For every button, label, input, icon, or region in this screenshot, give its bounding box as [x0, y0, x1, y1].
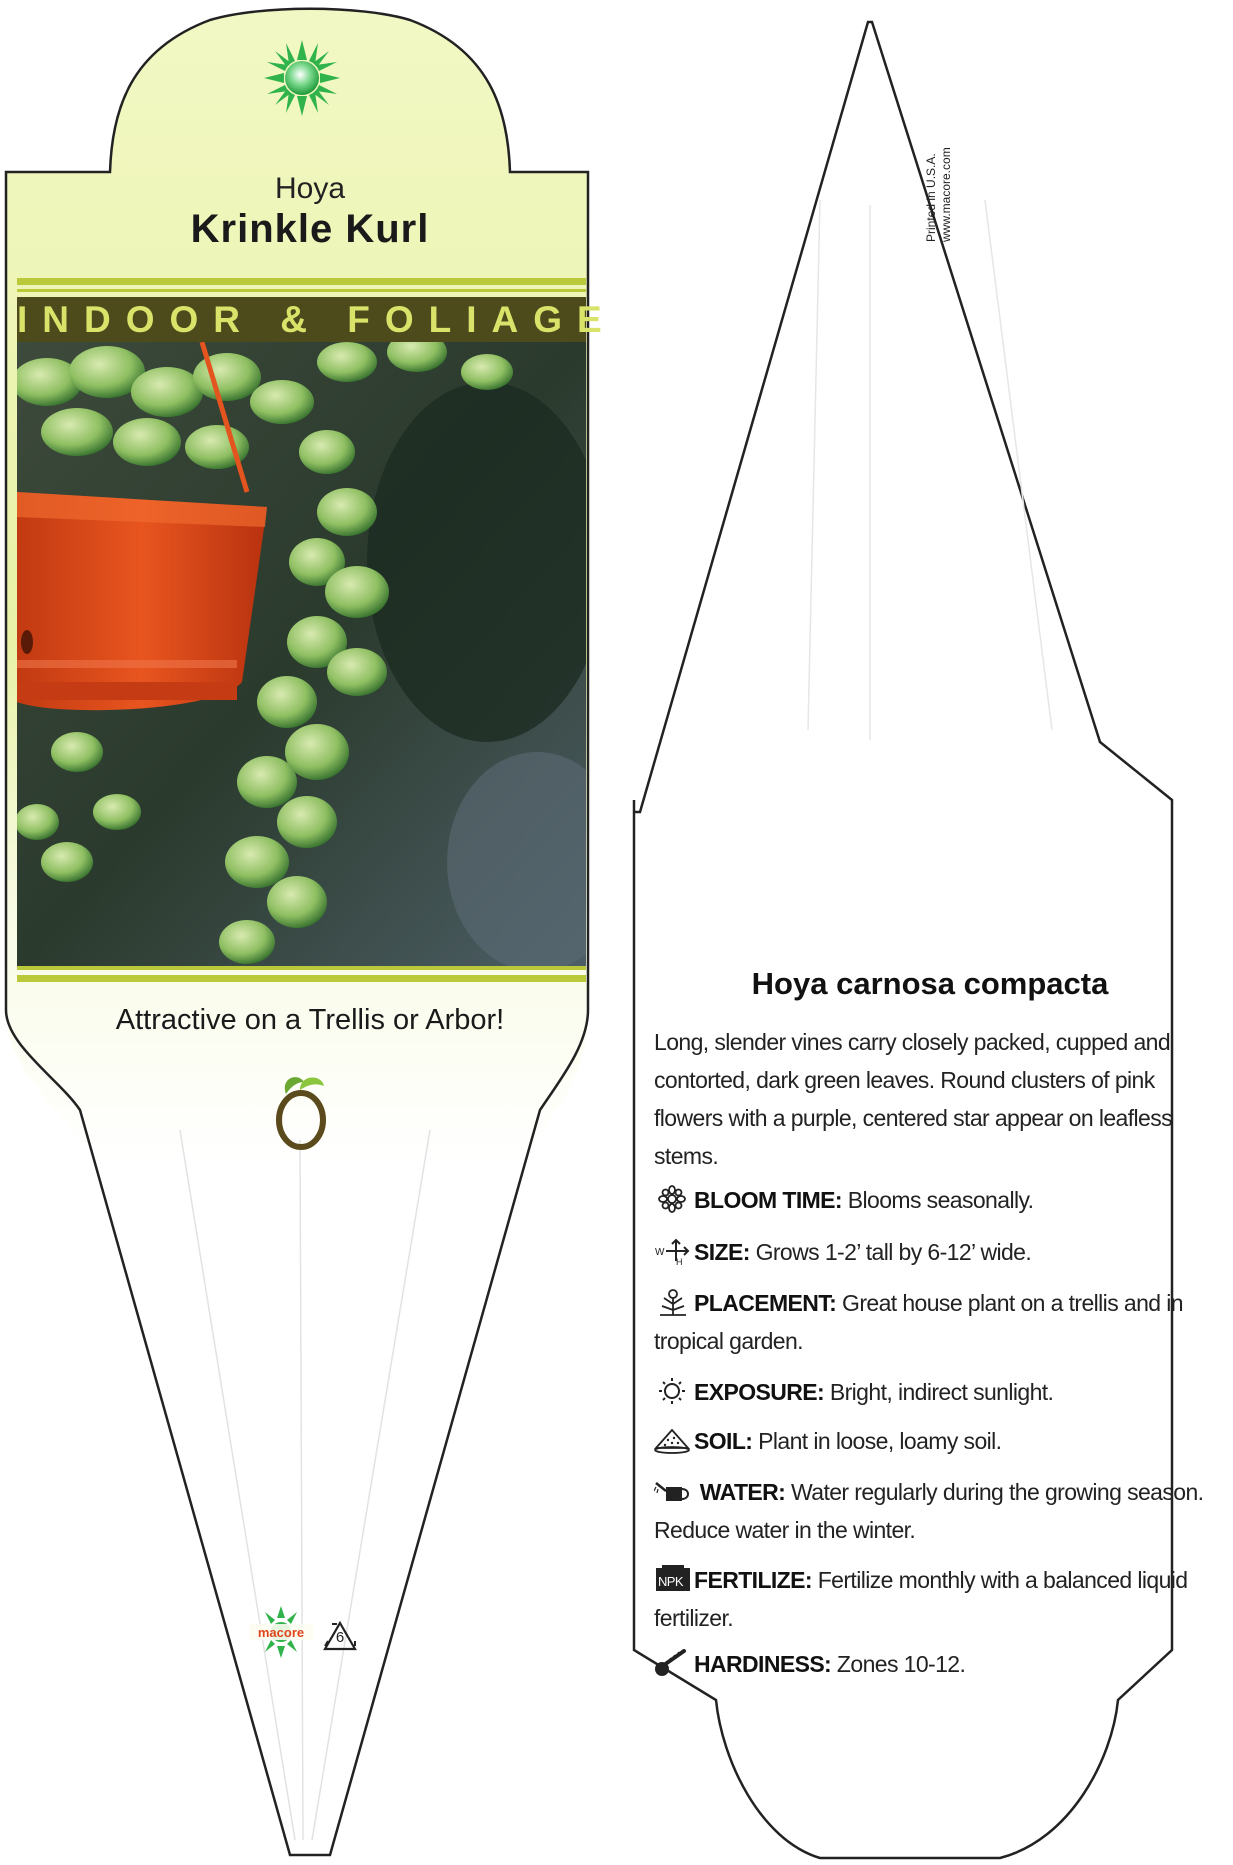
- recycle-number: 6: [335, 1629, 345, 1646]
- accent-line-thin: [17, 289, 586, 292]
- plant-description: Long, slender vines carry closely packed, cupped and contorted, dark green leaves. Round clusters of pink flowers with a purple, centered star appear on leafless stems.: [654, 1029, 1173, 1169]
- care-label: PLACEMENT:: [694, 1290, 837, 1316]
- npk-text: NPK: [658, 1574, 683, 1589]
- care-text: Great house plant on a trellis and in tropical garden.: [654, 1290, 1183, 1354]
- care-label: EXPOSURE:: [694, 1379, 825, 1405]
- flower-icon: [654, 1185, 694, 1213]
- accent-line-bottom: [17, 975, 586, 982]
- care-label: BLOOM TIME:: [694, 1187, 842, 1213]
- accent-line-top: [17, 278, 586, 285]
- care-exposure: [654, 1373, 1222, 1411]
- placement-plant-icon: [654, 1288, 694, 1316]
- care-label: SOIL:: [694, 1428, 753, 1454]
- care-label: WATER:: [699, 1479, 786, 1505]
- watering-can-icon: [654, 1477, 694, 1505]
- common-name: Hoya: [274, 172, 346, 205]
- care-size: [654, 1233, 1222, 1271]
- size-w-label: W: [655, 1247, 664, 1258]
- printed-line-1: Printed in U.S.A.: [924, 153, 938, 242]
- sun-star-logo-icon: [262, 38, 342, 118]
- care-soil: [654, 1422, 1222, 1460]
- care-text: Plant in loose, loamy soil.: [758, 1428, 1002, 1454]
- care-text: Blooms seasonally.: [847, 1187, 1034, 1213]
- botanical-name: Hoya carnosa compacta: [751, 966, 1109, 1001]
- brand-name: macore: [257, 1625, 305, 1640]
- size-h-label: H: [676, 1257, 682, 1265]
- soil-pile-icon: [654, 1426, 694, 1454]
- care-fertilize: [654, 1561, 1222, 1637]
- care-label: HARDINESS:: [694, 1651, 832, 1677]
- tagline: Attractive on a Trellis or Arbor!: [115, 1004, 505, 1036]
- category-band: INDOOR & FOLIAGE: [17, 299, 617, 340]
- care-bloom-time: [654, 1181, 1222, 1219]
- sun-outline-icon: [654, 1377, 694, 1405]
- care-text: Fertilize monthly with a balanced liquid fertilizer.: [654, 1567, 1188, 1631]
- thermometer-icon: [654, 1649, 694, 1677]
- npk-fertilizer-icon: [654, 1565, 694, 1593]
- care-placement: [654, 1284, 1222, 1360]
- printed-line-2: www.macore.com: [939, 147, 953, 242]
- plant-photo: [17, 342, 586, 966]
- care-text: Bright, indirect sunlight.: [829, 1379, 1054, 1405]
- care-text: Grows 1-2’ tall by 6-12’ wide.: [755, 1239, 1032, 1265]
- sprout-icon: [270, 1068, 332, 1152]
- care-label: SIZE:: [694, 1239, 750, 1265]
- care-text: Zones 10-12.: [836, 1651, 966, 1677]
- care-label: FERTILIZE:: [694, 1567, 812, 1593]
- care-water: [654, 1473, 1222, 1549]
- variety-name: Krinkle Kurl: [190, 207, 430, 251]
- accent-line-bottom-thin: [17, 966, 586, 970]
- care-hardiness: [654, 1645, 1222, 1683]
- size-arrows-icon: [654, 1237, 694, 1265]
- care-text: Water regularly during the growing season. Reduce water in the winter.: [654, 1479, 1204, 1543]
- printed-credit: [924, 92, 954, 242]
